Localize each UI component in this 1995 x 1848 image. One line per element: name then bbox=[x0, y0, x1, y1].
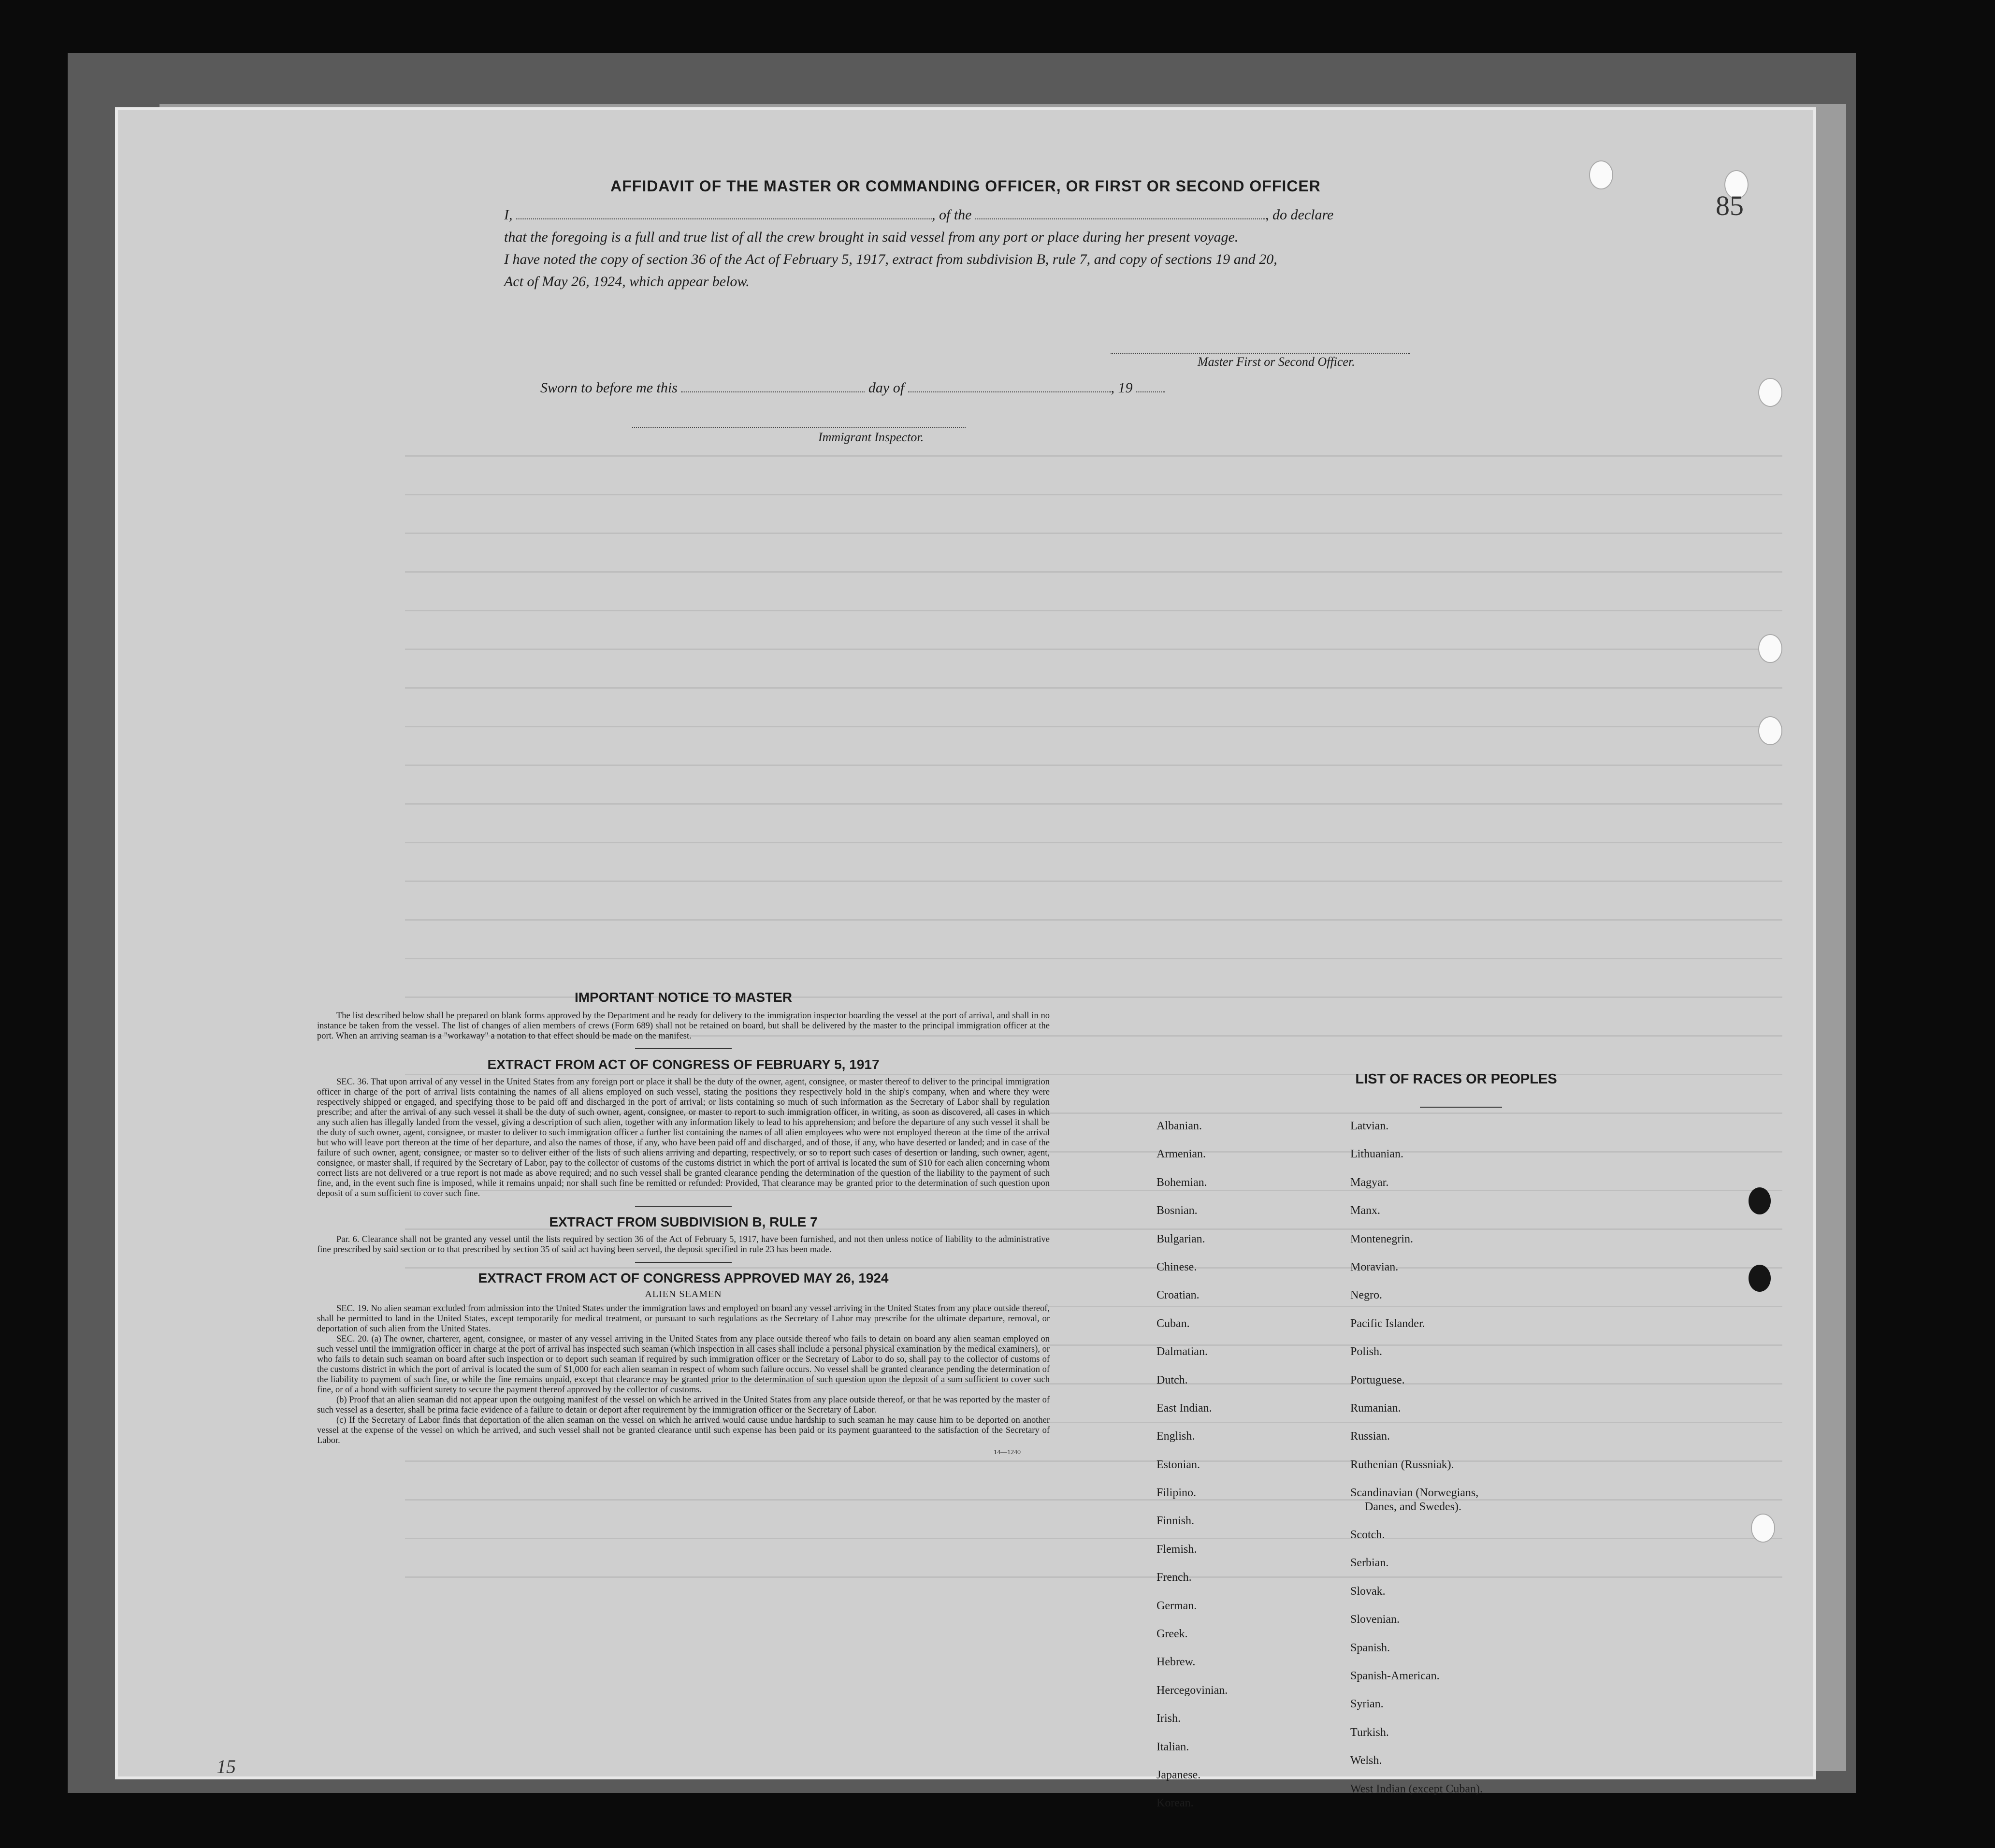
name-blank bbox=[516, 208, 932, 219]
race-item: Estonian. bbox=[1157, 1458, 1200, 1471]
sworn-year: , 19 bbox=[1111, 380, 1133, 396]
race-item: Russian. bbox=[1350, 1430, 1390, 1443]
race-item: Irish. bbox=[1157, 1712, 1181, 1725]
race-item: Croatian. bbox=[1157, 1289, 1200, 1302]
race-item: English. bbox=[1157, 1430, 1195, 1443]
notice-title: IMPORTANT NOTICE TO MASTER bbox=[574, 990, 793, 1005]
race-item: Bohemian. bbox=[1157, 1176, 1207, 1189]
inspector-signature-line bbox=[632, 427, 966, 428]
rule7-text: Par. 6. Clearance shall not be granted any vessel until the lists required by section 36 of the Act of February 5, 1917, have been furnished, and not then unless notice of liability to the administrative fine prescribed by said section or to that prescribed by section 35 of said act having been served, the deposit specified in rule 23 has been made. bbox=[317, 1235, 1050, 1255]
notice-text: The list described below shall be prepared on blank forms approved by the Department and be ready for delivery to the immigration inspector boarding the vessel at the port of arrival, and shall in no instance be taken from the vessel. The list of changes of alien members of crews (Form 689) shall not be retained on board, but shall be delivered by the master to the principal immigration officer at the port. When an arriving seaman is a "workaway" a notation to that effect should be made on the manifest. bbox=[317, 1011, 1050, 1041]
punch-hole bbox=[1758, 378, 1782, 407]
race-item: Korean. bbox=[1157, 1797, 1194, 1810]
sec20c-text: (c) If the Secretary of Labor finds that deportation of the alien seaman on the vessel on which he arrived would cause undue hardship to such seaman he may cause him to be deported on another vessel at the expense of the vessel on which he arrived, and such vessel shall not be granted clearance until such expense has been paid or its payment guaranteed to the satisfaction of the Secretary of Labor. bbox=[317, 1415, 1050, 1445]
affidavit-of: , of the bbox=[932, 207, 972, 223]
race-item: Slovenian. bbox=[1350, 1613, 1400, 1626]
punch-hole bbox=[1749, 1187, 1771, 1214]
races-title: LIST OF RACES OR PEOPLES bbox=[1355, 1071, 1557, 1087]
race-item: Dutch. bbox=[1157, 1373, 1188, 1386]
race-item: Latvian. bbox=[1350, 1120, 1389, 1132]
race-item: Chinese. bbox=[1157, 1260, 1197, 1273]
punch-hole bbox=[1758, 716, 1782, 745]
race-item: Albanian. bbox=[1157, 1120, 1202, 1132]
race-item: Welsh. bbox=[1350, 1754, 1382, 1767]
punch-hole bbox=[1751, 1514, 1775, 1543]
race-item: Ruthenian (Russniak). bbox=[1350, 1458, 1454, 1471]
sworn-day-of: day of bbox=[868, 380, 905, 396]
extract-1917-text: SEC. 36. That upon arrival of any vessel in the United States from any foreign port or place it shall be the duty of the owner, agent, consignee, or master thereof to deliver to the principal immigration officer in charge of the port of arrival lists containing the names of all aliens employed on such vessel, stating the positions they respectively hold in the ship's company, when and where they were respectively shipped or engaged, and specifying those to be paid off and discharged in the port of arrival; or lists containing so much of such information as the Secretary of Labor shall by regulation prescribe; and after the arrival of any such vessel it shall be the duty of such owner, agent, consignee, or master to report to such immigration officer, in writing, as soon as discovered, all cases in which any such alien has illegally landed from the vessel, giving a description of such alien, together with any information likely to lead to his apprehension; and before the departure of any such vessel it shall be the duty of such owner, agent, consignee, or master to deliver to such immigration officer a further list containing the names of all alien employees who were not employed thereon at the time of the arrival but who will leave port thereon at the time of her departure, and also the names of those, if any, who have been paid off and discharged, and of those, if any, who have deserted or landed; and in case of the failure of such owner, agent, consignee, or master so to deliver either of the lists of such aliens arriving and departing, respectively, or so to report such cases of desertion or landing, such owner, agent, consignee, or master shall, if required by the Secretary of Labor, pay to the collector of customs of the customs district in which the port of arrival is located the sum of $10 for each alien concerning whom correct lists are not delivered or a true report is not made as above required; and no such vessel shall be granted clearance pending the determination of the question of the liability to the payment of such fine, and, in the event such fine is imposed, while it remains unpaid; nor shall such fine be remitted or refunded: Provided, That clearance may be granted prior to the determination of such question upon deposit of a sum sufficient to cover such fine. bbox=[317, 1077, 1050, 1198]
race-item: Spanish-American. bbox=[1350, 1670, 1440, 1683]
race-item: Bosnian. bbox=[1157, 1204, 1198, 1217]
divider bbox=[635, 1048, 732, 1049]
race-item: Armenian. bbox=[1157, 1148, 1206, 1161]
race-item: Spanish. bbox=[1350, 1641, 1390, 1654]
race-item: Lithuanian. bbox=[1350, 1148, 1403, 1161]
race-item: Portuguese. bbox=[1350, 1373, 1405, 1386]
race-item: Dalmatian. bbox=[1157, 1345, 1208, 1358]
extract-1924-title: EXTRACT FROM ACT OF CONGRESS APPROVED MAY 26, 1924 bbox=[478, 1270, 889, 1285]
race-item: Filipino. bbox=[1157, 1487, 1197, 1500]
race-item: Bulgarian. bbox=[1157, 1232, 1205, 1245]
races-column-2 bbox=[1350, 1119, 1483, 1810]
sec19-text: SEC. 19. No alien seaman excluded from admission into the United States under the immigration laws and employed on board any vessel arriving in the United States from any place outside thereof, shall be permitted to land in the United States, except temporarily for medical treatment, or pursuant to such regulations as the Secretary of Labor may prescribe for the ultimate departure, removal, or deportation of such alien from the United States. bbox=[317, 1304, 1050, 1334]
race-item: Polish. bbox=[1350, 1345, 1383, 1358]
affidavit-line2: that the foregoing is a full and true list of all the crew brought in said vessel from any port or place during her present voyage. bbox=[504, 229, 1239, 245]
master-label: Master First or Second Officer. bbox=[1198, 355, 1355, 369]
inspector-label: Immigrant Inspector. bbox=[818, 430, 924, 444]
divider bbox=[1420, 1107, 1502, 1108]
race-item: Finnish. bbox=[1157, 1515, 1195, 1528]
affidavit-i: I, bbox=[504, 207, 513, 223]
race-item: Danes, and Swedes). bbox=[1365, 1501, 1461, 1514]
affidavit-declare: , do declare bbox=[1265, 207, 1334, 223]
sworn-month-blank bbox=[908, 381, 1111, 392]
rule7-title: EXTRACT FROM SUBDIVISION B, RULE 7 bbox=[549, 1214, 818, 1229]
affidavit-line4: Act of May 26, 1924, which appear below. bbox=[504, 274, 750, 289]
race-item: Hercegovinian. bbox=[1157, 1684, 1228, 1697]
punch-hole bbox=[1749, 1265, 1771, 1292]
race-item: Rumanian. bbox=[1350, 1401, 1401, 1415]
race-item: Pacific Islander. bbox=[1350, 1317, 1425, 1330]
bleed-through-table bbox=[115, 107, 1816, 1779]
legal-notices bbox=[317, 990, 1050, 1457]
race-item: Cuban. bbox=[1157, 1317, 1190, 1330]
punch-hole bbox=[1758, 634, 1782, 663]
sec20a-text: SEC. 20. (a) The owner, charterer, agent, consignee, or master of any vessel arriving in the United States from any place outside thereof who fails to detain on board any alien seaman employed on such vessel until the immigration officer in charge at the port of arrival has inspected such seaman (which inspection in all cases shall include a personal physical examination by the medical examiners), or who fails to detain such seaman on board after such inspection or to deport such seaman if required by such immigration officer or the Secretary of Labor to do so, shall pay to the collector of customs of the customs district in which the port of arrival is located the sum of $1,000 for each alien seaman in respect of whom such failure occurs. No vessel shall be granted clearance pending the determination of the liability to payment of such fine, or while the fine remains unpaid, except that clearance may be granted prior to the determination of such question upon the deposit of a sum sufficient to cover such fine, or of a bond with sufficient surety to secure the payment thereof approved by the collector of customs. bbox=[317, 1334, 1050, 1395]
race-item: West Indian (except Cuban). bbox=[1350, 1782, 1483, 1795]
race-item: Japanese. bbox=[1157, 1768, 1201, 1781]
race-item: Manx. bbox=[1350, 1204, 1380, 1217]
race-item: Montenegrin. bbox=[1350, 1232, 1413, 1245]
sworn-line bbox=[540, 377, 1604, 399]
form-number: 14—1240 bbox=[994, 1449, 1021, 1456]
race-item: East Indian. bbox=[1157, 1401, 1212, 1415]
extract-1924-subtitle: ALIEN SEAMEN bbox=[645, 1289, 722, 1299]
race-item: Flemish. bbox=[1157, 1543, 1197, 1556]
master-signature-line bbox=[1111, 353, 1410, 354]
race-item: Serbian. bbox=[1350, 1557, 1389, 1570]
race-item: Moravian. bbox=[1350, 1260, 1399, 1273]
divider bbox=[635, 1262, 732, 1263]
race-item: French. bbox=[1157, 1571, 1192, 1584]
affidavit-title: AFFIDAVIT OF THE MASTER OR COMMANDING OFFICER, OR FIRST OR SECOND OFFICER bbox=[610, 177, 1321, 195]
race-item: Hebrew. bbox=[1157, 1656, 1196, 1669]
manifest-page bbox=[115, 107, 1816, 1810]
sec20b-text: (b) Proof that an alien seaman did not appear upon the outgoing manifest of the vessel on which he arrived in the United States from any place outside thereof, or that he was reported by the master of such vessel as a deserter, shall be prima facie evidence of a failure to detain or deport after requirement by the immigration officer or the Secretary of Labor. bbox=[317, 1395, 1050, 1415]
race-item: Negro. bbox=[1350, 1289, 1382, 1302]
race-item: Greek. bbox=[1157, 1628, 1188, 1641]
race-item: German. bbox=[1157, 1599, 1197, 1612]
affidavit-line3: I have noted the copy of section 36 of the Act of February 5, 1917, extract from subdivision B, rule 7, and copy of sections 19 and 20, bbox=[504, 251, 1277, 267]
divider bbox=[635, 1206, 732, 1207]
extract-1917-title: EXTRACT FROM ACT OF CONGRESS OF FEBRUARY 5, 1917 bbox=[487, 1057, 880, 1072]
races-column-1 bbox=[1157, 1119, 1228, 1824]
page-number: 85 bbox=[1716, 190, 1744, 221]
race-item: Slovak. bbox=[1350, 1585, 1386, 1598]
race-item: Turkish. bbox=[1350, 1726, 1389, 1739]
race-item: Scandinavian (Norwegians, bbox=[1350, 1487, 1479, 1500]
race-item: Italian. bbox=[1157, 1740, 1189, 1753]
race-item: Scotch. bbox=[1350, 1529, 1385, 1542]
handwritten-margin-note: 15 bbox=[217, 1756, 236, 1777]
sworn-year-blank bbox=[1136, 381, 1165, 392]
vessel-blank bbox=[975, 208, 1265, 219]
affidavit-text bbox=[504, 204, 1567, 293]
race-item: Magyar. bbox=[1350, 1176, 1389, 1189]
sworn-text: Sworn to before me this bbox=[540, 380, 678, 396]
sworn-day-blank bbox=[681, 381, 865, 392]
race-item: Syrian. bbox=[1350, 1698, 1384, 1711]
